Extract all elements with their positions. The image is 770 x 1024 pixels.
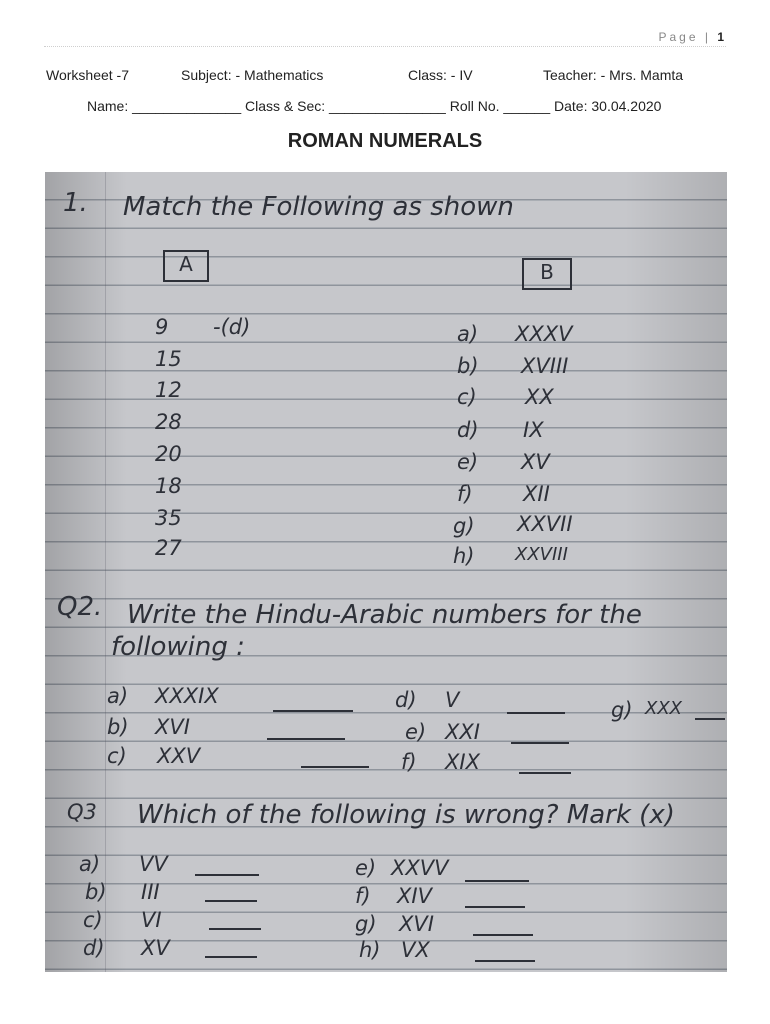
q1-heading: Match the Following as shown xyxy=(123,192,514,222)
q2-value: XXXIX xyxy=(155,684,219,708)
q2-number: Q2. xyxy=(57,592,103,622)
answer-blank xyxy=(519,772,571,774)
answer-blank xyxy=(205,900,257,902)
right-value: XVIII xyxy=(521,354,569,378)
right-letter: b) xyxy=(457,354,479,378)
q3-label: f) xyxy=(355,884,371,908)
answer-blank xyxy=(273,710,353,712)
q1-number: 1. xyxy=(63,188,88,218)
worksheet-number: Worksheet -7 xyxy=(46,67,129,83)
left-item: 28 xyxy=(155,410,182,434)
answer-blank xyxy=(301,766,369,768)
left-item: 18 xyxy=(155,474,182,498)
q2-label: f) xyxy=(401,750,417,774)
q3-value: XXVV xyxy=(391,856,449,880)
subject: Subject: - Mathematics xyxy=(181,67,324,83)
page-title: ROMAN NUMERALS xyxy=(287,130,483,152)
q2-value: XVI xyxy=(155,715,190,739)
header-rule xyxy=(44,46,726,47)
q3-value: VV xyxy=(139,852,168,876)
answer-blank xyxy=(465,880,529,882)
q2-label: b) xyxy=(107,715,129,739)
q2-heading-1: Write the Hindu-Arabic numbers for the xyxy=(127,600,642,630)
q3-label: a) xyxy=(79,852,101,876)
q2-value: V xyxy=(445,688,460,712)
q3-heading: Which of the following is wrong? Mark (x) xyxy=(137,800,675,830)
q3-label: b) xyxy=(85,880,107,904)
right-value: IX xyxy=(523,418,544,442)
left-item: 15 xyxy=(155,347,182,371)
answer-blank xyxy=(267,738,345,740)
answer-blank xyxy=(475,960,535,962)
answer-blank xyxy=(473,934,533,936)
right-value: XX xyxy=(525,385,554,409)
q3-value: XIV xyxy=(397,884,432,908)
page-prefix: Page | xyxy=(658,30,711,44)
right-letter: f) xyxy=(457,482,473,506)
right-letter: c) xyxy=(457,385,477,409)
q3-value: III xyxy=(141,880,160,904)
q3-label: c) xyxy=(83,908,103,932)
right-letter: g) xyxy=(453,514,475,538)
q2-value: XXI xyxy=(445,720,480,744)
q3-value: VI xyxy=(141,908,162,932)
teacher: Teacher: - Mrs. Mamta xyxy=(543,67,684,83)
q2-heading-2: following : xyxy=(111,632,245,662)
q2-value: XXX xyxy=(645,698,682,719)
right-value: XXVII xyxy=(517,512,573,536)
left-item: 27 xyxy=(155,536,182,560)
q2-label: a) xyxy=(107,684,129,708)
right-value: XII xyxy=(523,482,550,506)
answer-blank xyxy=(465,906,525,908)
example-answer: -(d) xyxy=(213,315,251,339)
q2-label: d) xyxy=(395,688,417,712)
left-item: 9 xyxy=(155,315,169,339)
q2-label: c) xyxy=(107,744,127,768)
answer-blank xyxy=(195,874,259,876)
q2-label: g) xyxy=(611,698,633,722)
left-item: 35 xyxy=(155,506,182,530)
left-item: 12 xyxy=(155,378,182,402)
right-letter: h) xyxy=(453,544,475,568)
student-info-line: Name: ______________ Class & Sec: _______________ Roll No. ______ Date: 30.04.2020 xyxy=(87,98,662,114)
q2-value: XIX xyxy=(445,750,480,774)
right-letter: a) xyxy=(457,322,479,346)
answer-blank xyxy=(209,928,261,930)
q3-value: XV xyxy=(141,936,170,960)
q2-value: XXV xyxy=(157,744,201,768)
answer-blank xyxy=(507,712,565,714)
q3-label: e) xyxy=(355,856,377,880)
right-value: XV xyxy=(521,450,550,474)
class: Class: - IV xyxy=(408,67,473,83)
answer-blank xyxy=(695,718,725,720)
right-value: XXVIII xyxy=(515,544,568,565)
q3-label: g) xyxy=(355,912,377,936)
q3-label: h) xyxy=(359,938,381,962)
right-letter: e) xyxy=(457,450,479,474)
page-number xyxy=(658,30,724,44)
col-a-box: A xyxy=(163,250,209,282)
q3-label: d) xyxy=(83,936,105,960)
margin-line xyxy=(105,172,106,972)
answer-blank xyxy=(511,742,569,744)
col-b-box: B xyxy=(522,258,572,290)
left-item: 20 xyxy=(155,442,182,466)
answer-blank xyxy=(205,956,257,958)
worksheet-photo xyxy=(45,172,727,972)
q2-label: e) xyxy=(405,720,427,744)
right-value: XXXV xyxy=(515,322,573,346)
page-number-value: 1 xyxy=(717,30,724,44)
q3-value: VX xyxy=(401,938,430,962)
right-letter: d) xyxy=(457,418,479,442)
q3-value: XVI xyxy=(399,912,434,936)
q3-number: Q3 xyxy=(67,800,97,824)
